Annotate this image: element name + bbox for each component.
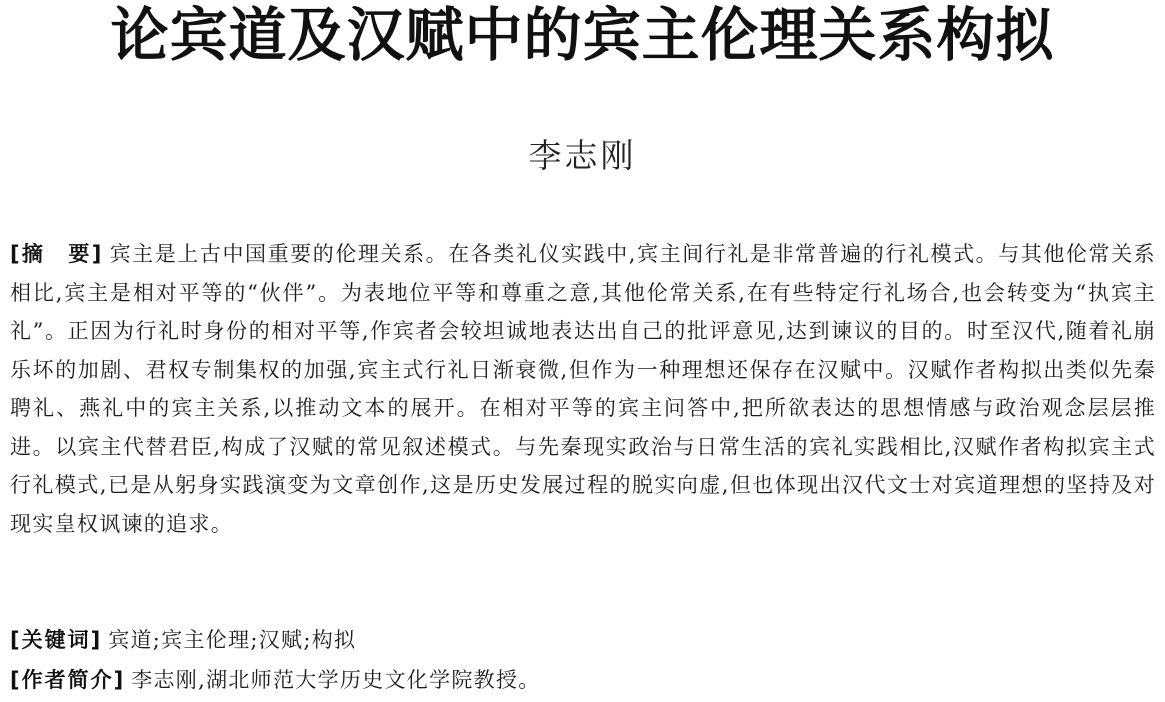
keywords-text: 宾道;宾主伦理;汉赋;构拟 [108, 628, 357, 652]
abstract-label: [摘 要] [10, 242, 104, 266]
author-bio-label: [作者简介] [10, 668, 126, 692]
author-bio-text: 李志刚,湖北师范大学历史文化学院教授。 [131, 668, 541, 692]
abstract-text: 宾主是上古中国重要的伦理关系。在各类礼仪实践中,宾主间行礼是非常普遍的行礼模式。与其他伦常关系相比,宾主是相对平等的“伙伴”。为表地位平等和尊重之意,其他伦常关系,在有些特定行礼场合,也会转变为“执宾主礼”。正因为行礼时身份的相对平等,作宾者会较坦诚地表达出自己的批评意见,达到谏议的目的。时至汉代,随着礼崩乐坏的加剧、君权专制集权的加强,宾主式行礼日渐衰微,但作为一种理想还保存在汉赋中。汉赋作者构拟出类似先秦聘礼、燕礼中的宾主关系,以推动文本的展开。在相对平等的宾主问答中,把所欲表达的思想情感与政治观念层层推进。以宾主代替君臣,构成了汉赋的常见叙述模式。与先秦现实政治与日常生活的宾礼实践相比,汉赋作者构拟宾主式行礼模式,已是从躬身实践演变为文章创作,这是历史发展过程的脱实向虚,但也体现出汉代文士对宾道理想的坚持及对现实皇权讽谏的追求。 [10, 242, 1156, 536]
paper-title: 论宾道及汉赋中的宾主伦理关系构拟 [110, 1, 1055, 69]
abstract-section [10, 235, 1156, 543]
author-name: 李志刚 [528, 136, 637, 175]
keywords-section [10, 621, 1156, 659]
keywords-label: [关键词] [10, 628, 103, 652]
author-bio-section [10, 661, 1156, 699]
